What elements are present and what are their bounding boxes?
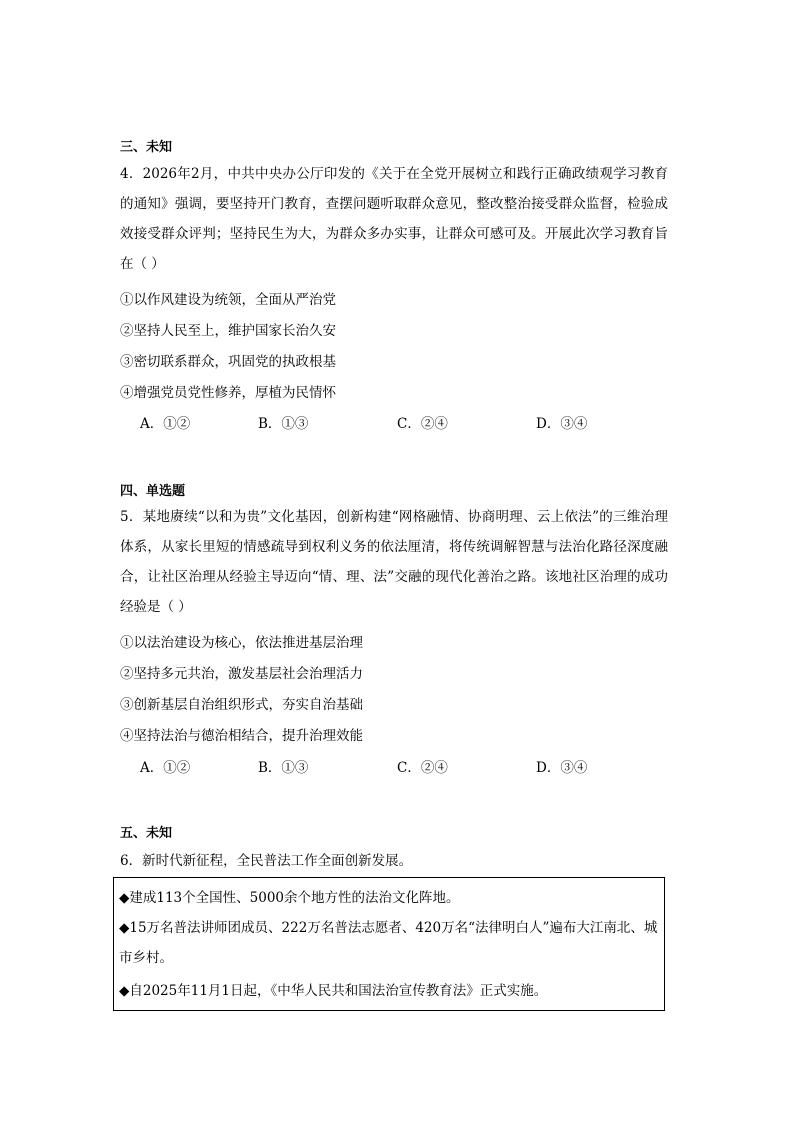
question-5-statement-4: ④坚持法治与德治相结合，提升治理效能 [120, 728, 363, 744]
question-4-stem: 4．2026年2月，中共中央办公厅印发的《关于在全党开展树立和践行正确政绩观学习教育的通知》强调，要坚持开门教育，查摆问题听取群众意见，整改整治接受群众监督，检验成效接受群众评判；坚持民生为大，为群众多办实事，让群众可感可及。开展此次学习教育旨在（ ） [120, 166, 668, 272]
question-4-statement-4: ④增强党员党性修养，厚植为民情怀 [120, 385, 336, 401]
question-4-option-c[interactable]: C．②④ [397, 416, 448, 432]
material-item-2: ◆15万名普法讲师团成员、222万名普法志愿者、420万名“法律明白人”遍布大江南北、城市乡村。 [119, 920, 658, 966]
question-4-option-d[interactable]: D．③④ [536, 416, 588, 432]
question-5-option-c[interactable]: C．②④ [397, 760, 448, 776]
question-6-material-box [113, 877, 665, 1011]
section-heading-4: 四、单选题 [120, 484, 186, 499]
question-5-options [140, 758, 670, 778]
question-5-option-b[interactable]: B．①③ [258, 760, 309, 776]
question-4-statement-1: ①以作风建设为统领，全面从严治党 [120, 292, 336, 308]
material-item-3: ◆自2025年11月1日起，《中华人民共和国法治宣传教育法》正式实施。 [119, 983, 548, 999]
question-5-option-a[interactable]: A．①② [140, 760, 191, 776]
question-4-option-b[interactable]: B．①③ [258, 416, 309, 432]
question-4-statement-3: ③密切联系群众，巩固党的执政根基 [120, 354, 336, 370]
question-4-options [140, 414, 670, 434]
section-heading-5: 五、未知 [120, 826, 173, 841]
question-5-statement-1: ①以法治建设为核心，依法推进基层治理 [120, 635, 363, 651]
question-5-stem: 5．某地赓续“以和为贵”文化基因，创新构建“网格融情、协商明理、云上依法”的三维治理体系，从家长里短的情感疏导到权利义务的依法厘清，将传统调解智慧与法治化路径深度融合，让社区治理从经验主导迈向“情、理、法”交融的现代化善治之路。该地社区治理的成功经验是（ ） [120, 509, 668, 615]
section-heading-3: 三、未知 [120, 140, 173, 155]
question-5-statement-3: ③创新基层自治组织形式，夯实自治基础 [120, 697, 363, 713]
question-4-option-a[interactable]: A．①② [140, 416, 191, 432]
question-4-statement-2: ②坚持人民至上，维护国家长治久安 [120, 323, 336, 339]
question-5-option-d[interactable]: D．③④ [536, 760, 588, 776]
question-5-statement-2: ②坚持多元共治，激发基层社会治理活力 [120, 666, 363, 682]
material-item-1: ◆建成113个全国性、5000余个地方性的法治文化阵地。 [119, 890, 460, 906]
question-6-stem: 6．新时代新征程，全民普法工作全面创新发展。 [120, 853, 413, 869]
